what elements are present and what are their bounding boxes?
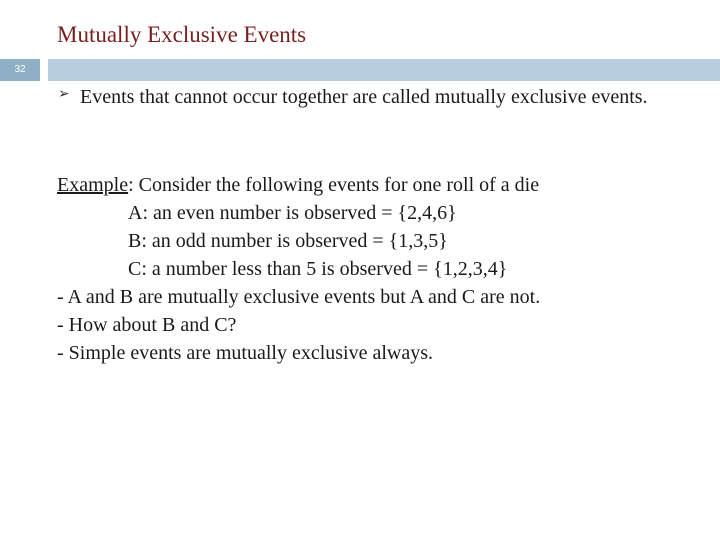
note-line: - How about B and C? [57, 314, 237, 336]
bullet-text: Events that cannot occur together are called mutually exclusive events. [80, 86, 648, 108]
example-label: Example [57, 174, 129, 196]
arrowhead-bullet-icon: ➢ [58, 86, 70, 102]
bullet-item [58, 83, 660, 111]
event-c: C: a number less than 5 is observed = {1,2,3,4} [128, 258, 508, 280]
note-line: - Simple events are mutually exclusive always. [57, 342, 434, 364]
divider-bar [48, 59, 720, 81]
example-block [57, 171, 697, 367]
slide-title: Mutually Exclusive Events [57, 22, 307, 47]
event-b: B: an odd number is observed = {1,3,5} [128, 230, 448, 252]
note-line: - A and B are mutually exclusive events but A and C are not. [57, 286, 541, 308]
event-a: A: an even number is observed = {2,4,6} [128, 202, 457, 224]
example-intro: : Consider the following events for one roll of a die [128, 174, 540, 196]
slide-number: 32 [0, 59, 40, 81]
example-intro-line [57, 171, 697, 199]
